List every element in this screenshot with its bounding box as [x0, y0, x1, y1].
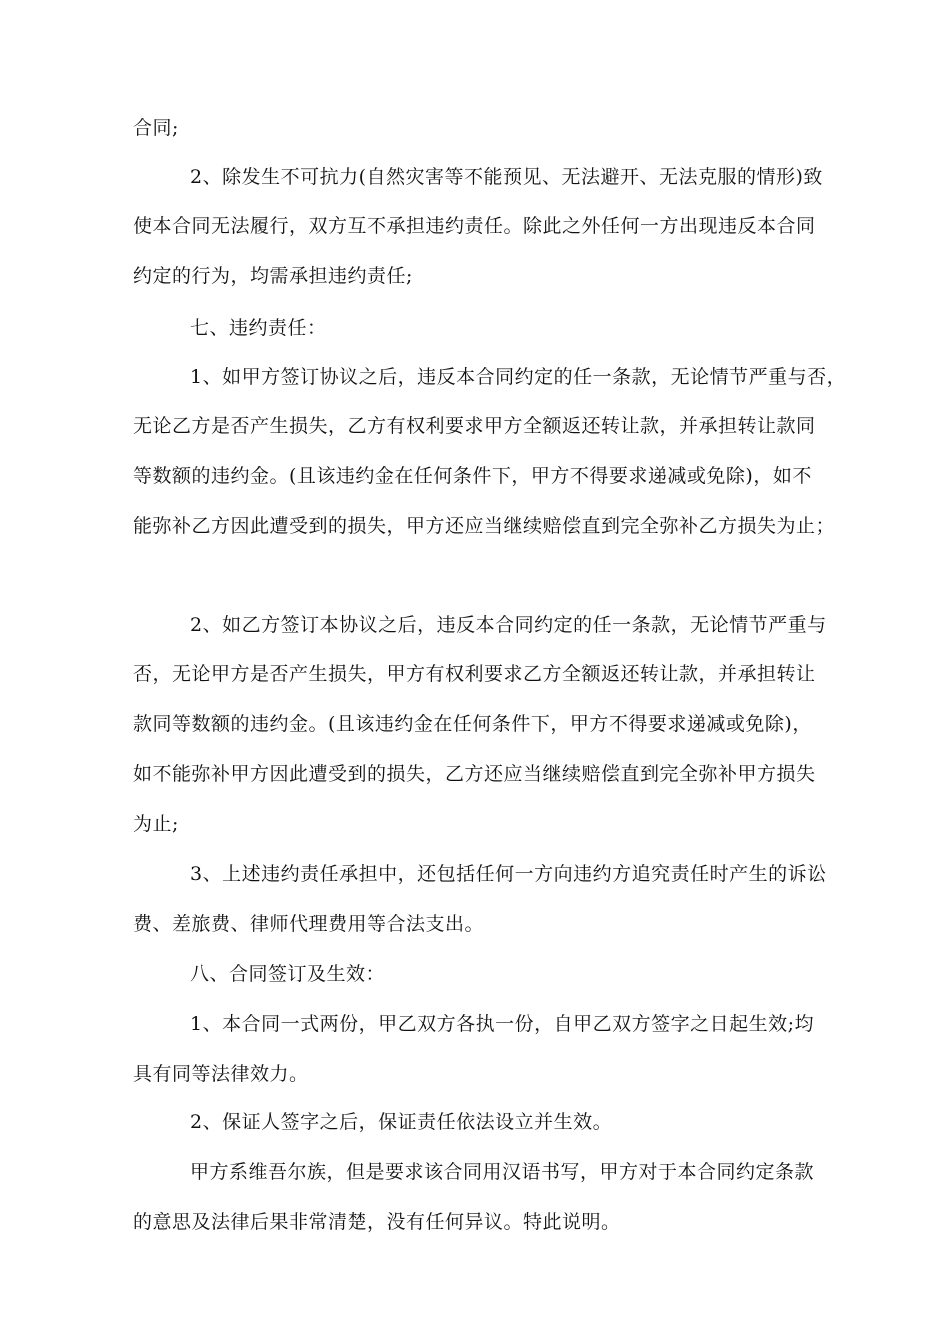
text-line: 为止; — [133, 813, 179, 835]
text-line: 等数额的违约金。(且该违约金在任何条件下，甲方不得要求递减或免除)，如不 — [133, 465, 812, 487]
text-line: 2、保证人签字之后，保证责任依法设立并生效。 — [190, 1111, 613, 1133]
text-line: 1、如甲方签订协议之后，违反本合同约定的任一条款，无论情节严重与否， — [190, 366, 847, 388]
section-heading: 八、合同签订及生效： — [190, 963, 386, 985]
text-line: 否，无论甲方是否产生损失，甲方有权利要求乙方全额返还转让款，并承担转让 — [133, 663, 816, 685]
text-line: 1、本合同一式两份，甲乙双方各执一份，自甲乙双方签字之日起生效;均 — [190, 1013, 814, 1035]
text-line: 的意思及法律后果非常清楚，没有任何异议。特此说明。 — [133, 1211, 621, 1233]
text-line: 具有同等法律效力。 — [133, 1063, 309, 1085]
text-line: 款同等数额的违约金。(且该违约金在任何条件下，甲方不得要求递减或免除)， — [133, 713, 812, 735]
text-line: 如不能弥补甲方因此遭受到的损失，乙方还应当继续赔偿直到完全弥补甲方损失 — [133, 763, 816, 785]
text-line: 2、除发生不可抗力(自然灾害等不能预见、无法避开、无法克服的情形)致 — [190, 166, 823, 188]
text-line: 使本合同无法履行，双方互不承担违约责任。除此之外任何一方出现违反本合同 — [133, 215, 816, 237]
text-line: 2、如乙方签订本协议之后，违反本合同约定的任一条款，无论情节严重与 — [190, 614, 827, 636]
text-line: 费、差旅费、律师代理费用等合法支出。 — [133, 913, 485, 935]
section-heading: 七、违约责任： — [190, 317, 327, 339]
text-line: 约定的行为，均需承担违约责任; — [133, 265, 413, 287]
text-line: 合同; — [133, 117, 179, 139]
text-line: 3、上述违约责任承担中，还包括任何一方向违约方追究责任时产生的诉讼 — [190, 863, 827, 885]
text-line: 甲方系维吾尔族，但是要求该合同用汉语书写，甲方对于本合同约定条款 — [190, 1161, 815, 1183]
text-line: 能弥补乙方因此遭受到的损失，甲方还应当继续赔偿直到完全弥补乙方损失为止； — [133, 515, 836, 537]
text-line: 无论乙方是否产生损失，乙方有权利要求甲方全额返还转让款，并承担转让款同 — [133, 415, 816, 437]
